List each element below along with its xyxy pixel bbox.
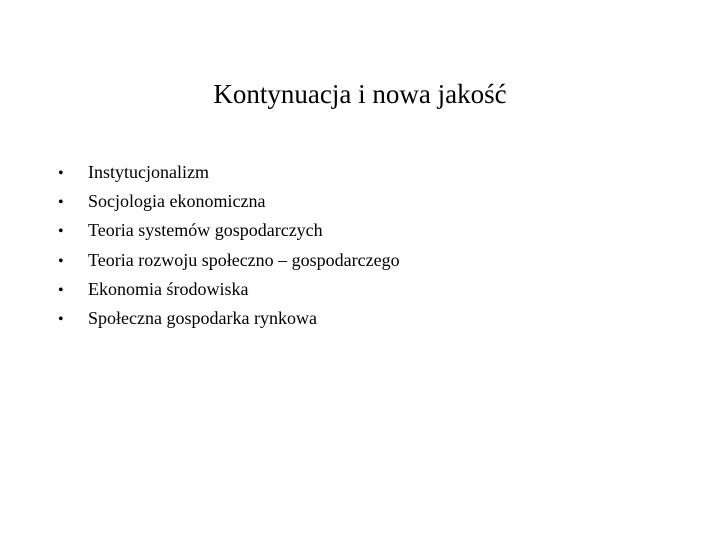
list-item: [58, 246, 400, 275]
list-item: [58, 275, 400, 304]
bullet-dot: •: [58, 194, 64, 212]
list-item: [58, 187, 400, 216]
bullet-dot: •: [58, 281, 64, 299]
list-item-text: Teoria systemów gospodarczych: [88, 220, 323, 241]
slide-title: Kontynuacja i nowa jakość: [213, 79, 507, 109]
list-item: [58, 158, 400, 187]
bullet-list: [58, 158, 400, 333]
bullet-dot: •: [58, 165, 64, 182]
list-item-text: Socjologia ekonomiczna: [88, 191, 266, 212]
bullet-dot: •: [58, 223, 64, 241]
list-item: [58, 216, 400, 245]
list-item-text: Teoria rozwoju społeczno – gospodarczego: [88, 249, 400, 270]
list-item-text: Społeczna gospodarka rynkowa: [88, 307, 317, 328]
list-item-text: Instytucjonalizm: [88, 162, 209, 182]
bullet-dot: •: [58, 310, 64, 328]
list-item-text: Ekonomia środowiska: [88, 278, 249, 299]
bullet-dot: •: [58, 252, 64, 270]
list-item: [58, 304, 400, 333]
